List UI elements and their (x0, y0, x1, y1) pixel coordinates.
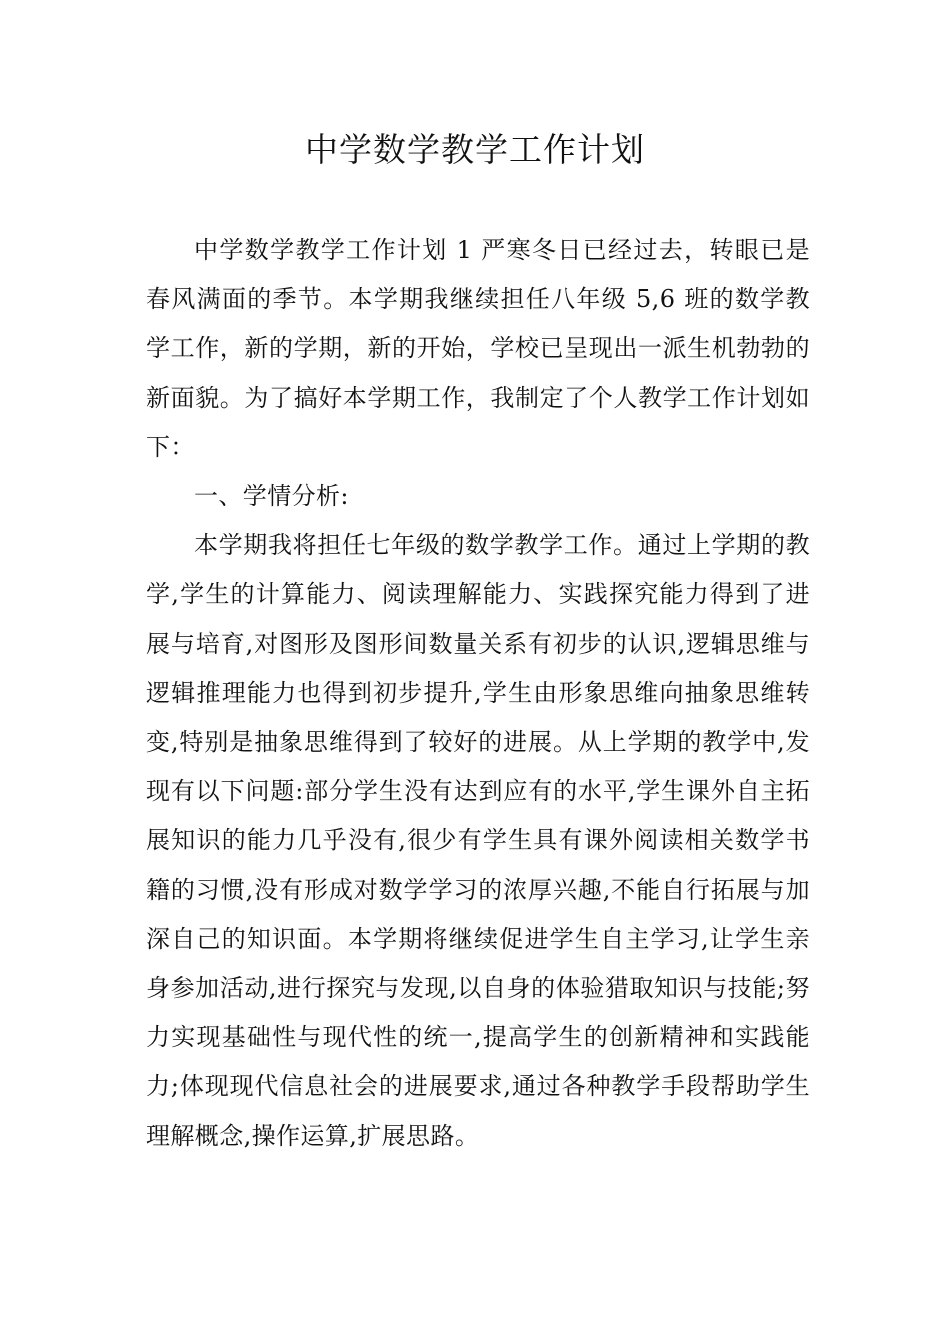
section-heading-student-analysis: 一、学情分析: (194, 482, 349, 511)
document-title: 中学数学教学工作计划 (305, 130, 645, 169)
paragraph-intro: 中学数学教学工作计划 1 严寒冬日已经过去，转眼已是春风满面的季节。本学期我继续担任八年级 5,6 班的数学教学工作，新的学期，新的开始，学校已呈现出一派生机勃勃的新面貌。为了搞好本学期工作，我制定了个人教学工作计划如下： (146, 236, 810, 461)
document-body (146, 226, 810, 1161)
paragraph-student-analysis: 本学期我将担任七年级的数学教学工作。通过上学期的教学,学生的计算能力、阅读理解能力、实践探究能力得到了进展与培育,对图形及图形间数量关系有初步的认识,逻辑思维与逻辑推理能力也得到初步提升,学生由形象思维向抽象思维转变,特别是抽象思维得到了较好的进展。从上学期的教学中,发现有以下问题:部分学生没有达到应有的水平,学生课外自主拓展知识的能力几乎没有,很少有学生具有课外阅读相关数学书籍的习惯,没有形成对数学学习的浓厚兴趣,不能自行拓展与加深自己的知识面。本学期将继续促进学生自主学习,让学生亲身参加活动,进行探究与发现,以自身的体验猎取知识与技能;努力实现基础性与现代性的统一,提高学生的创新精神和实践能力;体现现代信息社会的进展要求,通过各种教学手段帮助学生理解概念,操作运算,扩展思路。 (146, 531, 810, 1150)
